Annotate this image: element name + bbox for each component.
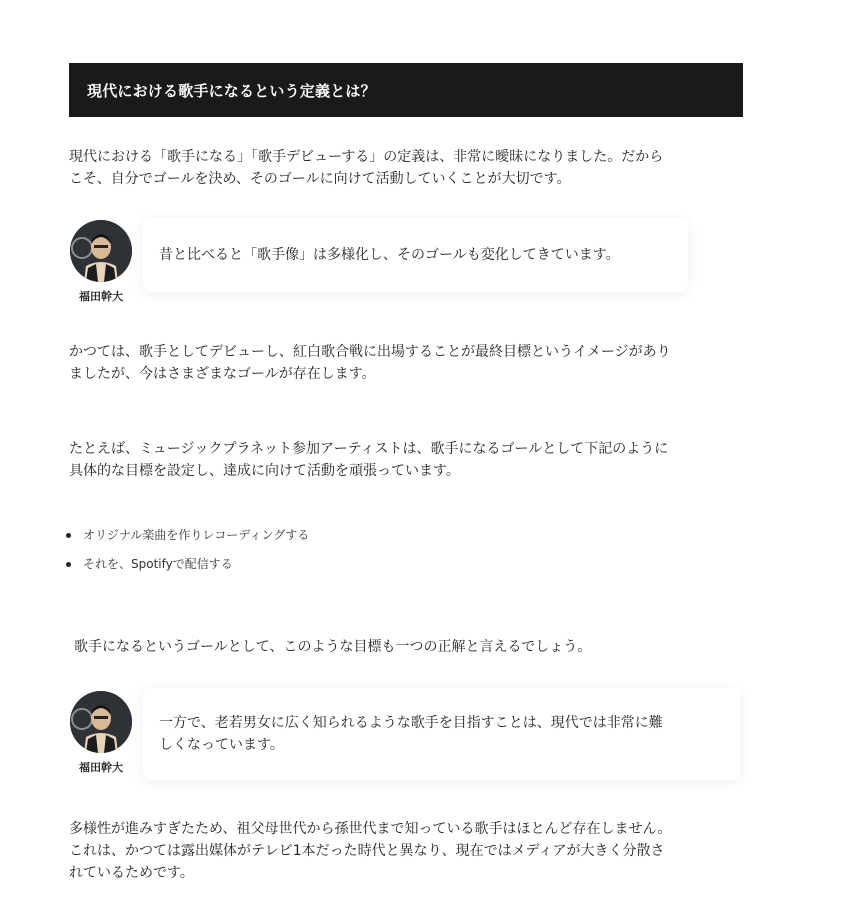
avatar-photo-icon [70, 220, 132, 282]
speech-bubble-2 [143, 688, 740, 780]
speech-text: 昔と比べると「歌手像」は多様化し、そのゴールも変化してきています。 [159, 247, 620, 263]
speaker-name: 福田幹大 [79, 290, 123, 303]
speech-bubble-1 [143, 218, 688, 292]
goal-list [66, 524, 309, 582]
paragraph-4-line-3: れているためです。 [69, 865, 194, 881]
paragraph-4 [69, 818, 745, 884]
section-heading [69, 63, 743, 117]
paragraph-4-line-2: これは、かつては露出媒体がテレビ1本だった時代と異なり、現在ではメディアが大きく分散さ [69, 843, 665, 859]
person-avatar-icon [70, 691, 132, 753]
speech-line-2: しくなっています。 [159, 737, 284, 753]
paragraph-3 [74, 636, 750, 658]
paragraph-4-line-1: 多様性が進みすぎたため、祖父母世代から孫世代まで知っている歌手はほとんど存在しません。 [69, 821, 672, 837]
speech-text [159, 712, 663, 756]
paragraph-1-line-1: かつては、歌手としてデビューし、紅白歌合戦に出場することが最終目標というイメージがあり [69, 344, 671, 360]
speaker-2 [69, 691, 133, 775]
person-avatar-icon [70, 220, 132, 282]
intro-paragraph [69, 146, 745, 190]
section-heading-text: 現代における歌手になるという定義とは？ [87, 81, 376, 100]
paragraph-1 [69, 341, 745, 385]
speech-line-1: 一方で、老若男女に広く知られるような歌手を目指すことは、現代では非常に難 [159, 715, 663, 731]
paragraph-3-text: 歌手になるというゴールとして、このような目標も一つの正解と言えるでしょう。 [74, 639, 592, 655]
list-item: それを、Spotifyで配信する [66, 553, 309, 582]
intro-line-2: こそ、自分でゴールを決め、そのゴールに向けて活動していくことが大切です。 [69, 171, 571, 187]
avatar-photo-icon [70, 691, 132, 753]
list-item: オリジナル楽曲を作りレコーディングする [66, 524, 309, 553]
paragraph-2-line-1: たとえば、ミュージックプラネット参加アーティストは、歌手になるゴールとして下記のように [69, 441, 669, 457]
speaker-name: 福田幹大 [79, 761, 123, 774]
intro-line-1: 現代における「歌手になる」「歌手デビューする」の定義は、非常に曖昧になりました。だから [69, 149, 664, 165]
paragraph-2 [69, 438, 745, 482]
paragraph-2-line-2: 具体的な目標を設定し、達成に向けて活動を頑張っています。 [69, 463, 460, 479]
speaker-1 [69, 220, 133, 304]
paragraph-1-line-2: ましたが、今はさまざまなゴールが存在します。 [69, 366, 376, 382]
